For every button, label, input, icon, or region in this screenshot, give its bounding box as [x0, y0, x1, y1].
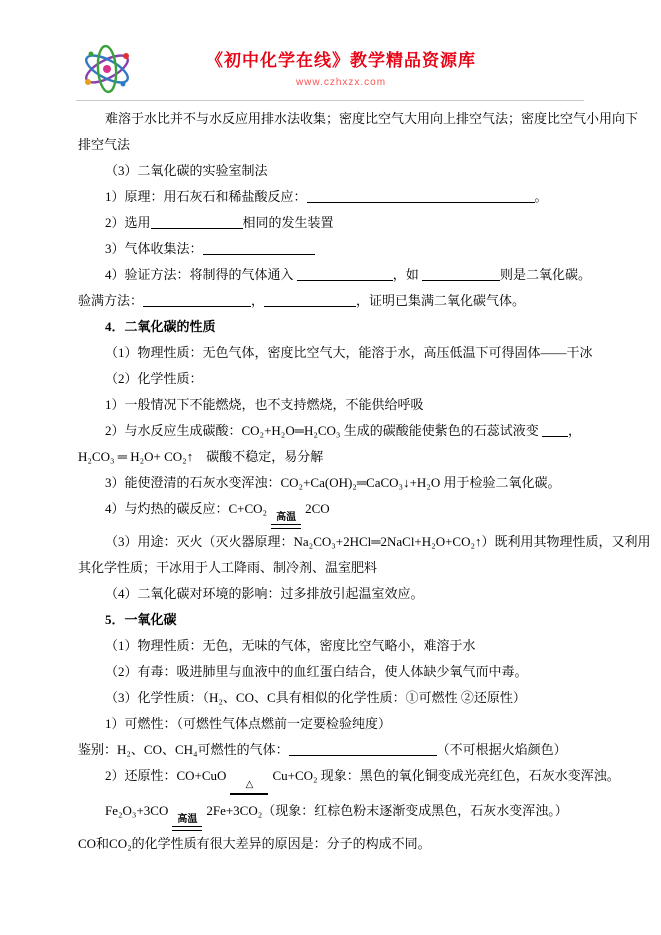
- text-line: [78, 392, 590, 418]
- text-run: 其化学性质；干冰用于人工降雨、制冷剂、温室肥料: [78, 560, 378, 575]
- text-line: [78, 340, 593, 366]
- text-run: 2）选用: [105, 215, 151, 230]
- text-line: [78, 685, 590, 711]
- reaction-arrow: [172, 826, 202, 831]
- header-text-block: [138, 51, 584, 88]
- reaction-condition: 高温: [271, 511, 301, 529]
- text-run: 相同的发生装置: [242, 215, 334, 230]
- text-run: ，: [251, 293, 265, 308]
- text-run: 验满方法：: [78, 293, 144, 308]
- text-line: [78, 210, 590, 236]
- text-run: 。: [534, 189, 548, 204]
- blank-underline: [297, 266, 393, 281]
- text-line: [78, 314, 590, 340]
- text-run: （3）化学性质：（H₂、CO、C具有相似的化学性质：①可燃性 ②还原性）: [105, 690, 526, 705]
- text-run: （2）有毒：吸进肺里与血液中的血红蛋白结合，使人体缺少氧气而中毒。: [105, 664, 528, 679]
- text-line: [78, 496, 590, 529]
- blank-underline: [143, 292, 251, 307]
- text-run: 5．一氧化碳: [105, 612, 177, 627]
- text-run: 1）可燃性：（可燃性气体点燃前一定要检验纯度）: [105, 716, 392, 731]
- text-run: 2）与水反应生成碳酸：CO₂+H₂O═H₂CO₃ 生成的碳酸能使紫色的石蕊试液变: [105, 423, 542, 438]
- page-header: [76, 38, 584, 101]
- text-run: （1）物理性质：无色，无味的气体，密度比空气略小，难溶于水: [105, 638, 476, 653]
- text-run: ，证明已集满二氧化碳气体。: [356, 293, 526, 308]
- site-title: 《初中化学在线》教学精品资源库: [206, 50, 476, 70]
- text-line: [78, 831, 590, 857]
- text-run: 3）能使澄清的石灰水变浑浊：CO₂+Ca(OH)₂═CaCO₃↓+H₂O 用于检验二氧化碳。: [105, 475, 561, 490]
- text-line: [78, 581, 590, 607]
- text-line: [78, 158, 590, 184]
- blank-underline: [289, 741, 437, 756]
- text-line: [78, 555, 590, 581]
- site-logo-icon: [76, 41, 138, 97]
- text-line: [78, 737, 590, 763]
- text-run: （3）二氧化碳的实验室制法: [105, 163, 268, 178]
- blank-underline: [203, 240, 315, 255]
- text-run: （1）物理性质：无色气体，密度比空气大，能溶于水，高压低温下可得固体——干冰: [105, 345, 593, 360]
- blank-underline: [264, 292, 356, 307]
- text-run: （不可根据火焰颜色）: [436, 742, 567, 757]
- text-run: （2）化学性质：: [105, 371, 203, 386]
- text-run: ，: [567, 423, 581, 438]
- text-run: （4）二氧化碳对环境的影响：过多排放引起温室效应。: [105, 586, 424, 601]
- text-run: 2Fe+3CO₂（现象：红棕色粉末逐渐变成黑色，石灰水变浑浊。）: [206, 802, 568, 818]
- text-line: [78, 444, 590, 470]
- text-line: [78, 288, 590, 314]
- site-url: www.czhxzx.com: [295, 76, 387, 88]
- text-line: [78, 659, 590, 685]
- text-line: [78, 633, 590, 659]
- text-run: 难溶于水比并不与水反应用排水法收集；密度比空气大用向上排空气法；密度比空气小用向下: [105, 111, 639, 126]
- text-run: （3）用途：灭火（灭火器原理：Na₂CO₃+2HCl═2NaCl+H₂O+CO₂↑）既利用其物理性质，又利用: [105, 534, 651, 549]
- text-line: [78, 418, 590, 444]
- blank-underline: [422, 266, 500, 281]
- text-run: 2CO: [305, 501, 330, 516]
- text-run: 排空气法: [78, 137, 131, 152]
- document-body: [78, 106, 651, 857]
- text-line: [78, 184, 590, 210]
- reaction-condition: 高温: [172, 813, 202, 831]
- text-line: [78, 236, 590, 262]
- text-line: [78, 470, 590, 496]
- text-run: 4）与灼热的碳反应：C+CO₂: [105, 501, 268, 516]
- text-line: [78, 763, 620, 798]
- text-run: 则是二氧化碳。: [500, 267, 592, 282]
- text-line: [78, 366, 590, 392]
- text-run: 4）验证方法：将制得的气体通入: [105, 267, 297, 282]
- reaction-condition: △: [230, 778, 268, 798]
- blank-underline: [151, 214, 243, 229]
- text-run: 2）还原性：CO+CuO: [105, 768, 227, 783]
- blank-underline: [542, 422, 568, 437]
- text-run: 1）一般情况下不能燃烧，也不支持燃烧，不能供给呼吸: [105, 397, 424, 412]
- text-run: H₂CO₃ ═ H₂O+ CO₂↑ 碳酸不稳定，易分解: [78, 449, 324, 464]
- text-run: Fe₂O₃+3CO: [105, 802, 169, 818]
- blank-underline: [307, 188, 535, 203]
- text-run: 1）原理：用石灰石和稀盐酸反应：: [105, 189, 307, 204]
- text-line: [78, 607, 590, 633]
- text-run: CO和CO₂的化学性质有很大差异的原因是：分子的构成不同。: [78, 835, 431, 851]
- text-line: [78, 132, 590, 158]
- text-run: Cu+CO₂ 现象：黑色的氧化铜变成光亮红色，石灰水变浑浊。: [272, 768, 620, 783]
- text-run: 3）气体收集法：: [105, 241, 203, 256]
- reaction-arrow: [230, 793, 268, 795]
- text-line: [78, 529, 651, 555]
- text-line: [78, 798, 590, 831]
- text-line: [78, 711, 590, 737]
- text-line: [78, 262, 590, 288]
- text-run: ，如: [392, 267, 423, 282]
- text-line: [78, 106, 639, 132]
- text-run: 4．二氧化碳的性质: [105, 319, 216, 334]
- text-run: 鉴别：H₂、CO、CH₄可燃性的气体：: [78, 742, 289, 757]
